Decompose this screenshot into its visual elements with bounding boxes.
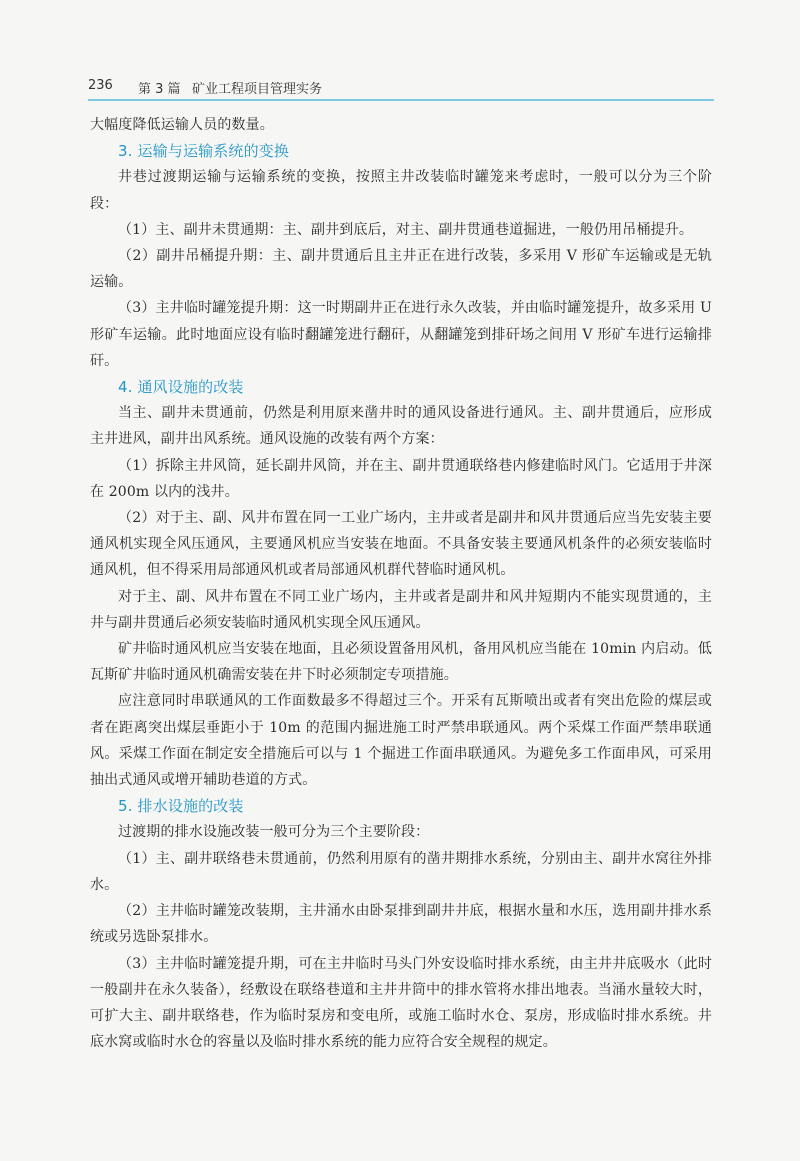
header-rule xyxy=(88,99,714,101)
paragraph-continued: 大幅度降低运输人员的数量。 xyxy=(90,117,274,133)
section-heading-transport: 3. 运输与运输系统的变换 xyxy=(118,142,290,161)
section-heading-drainage: 5. 排水设施的改装 xyxy=(118,797,244,816)
page-number: 236 xyxy=(88,78,113,93)
paragraph: 当主、副井未贯通前，仍然是利用原来凿井时的通风设备进行通风。主、副井贯通后，应形成主井进风，副井出风系统。通风设施的改装有两个方案： xyxy=(90,405,712,448)
paragraph: （2）主井临时罐笼改装期，主井涌水由卧泵排到副井井底，根据水量和水压，选用副井排水系统或另选卧泵排水。 xyxy=(90,903,712,946)
paragraph: 矿井临时通风机应当安装在地面，且必须设置备用风机，备用风机应当能在 10min 内启动。低瓦斯矿井临时通风机确需安装在井下时必须制定专项措施。 xyxy=(90,641,712,684)
paragraph: （3）主井临时罐笼提升期，可在主井临时马头门外安设临时排水系统，由主井井底吸水（此时一般副井在永久装备），经敷设在联络巷道和主井井筒中的排水管将水排出地表。当涌水量较大时，可扩大主、副井联络巷，作为临时泵房和变电所，或施工临时水仓、泵房，形成临时排水系统。井底水窝或临时水仓的容量以及临时排水系统的能力应符合安全规程的规定。 xyxy=(90,955,712,1051)
paragraph: （2）副井吊桶提升期：主、副井贯通后且主井正在进行改装，多采用 V 形矿车运输或是无轨运输。 xyxy=(90,248,712,291)
paragraph: 对于主、副、风井布置在不同工业广场内，主井或者是副井和风井短期内不能实现贯通的，主井与副井贯通后必须安装临时通风机实现全风压通风。 xyxy=(90,588,712,631)
paragraph: 过渡期的排水设施改装一般可分为三个主要阶段： xyxy=(118,824,430,841)
running-header xyxy=(88,74,714,98)
paragraph: （1）主、副井联络巷未贯通前，仍然利用原有的凿井期排水系统，分别由主、副井水窝往外排水。 xyxy=(90,850,712,893)
part-label: 第 3 篇 xyxy=(138,82,181,97)
paragraph: （1）主、副井未贯通期：主、副井到底后，对主、副井贯通巷道掘进，一般仍用吊桶提升。 xyxy=(118,221,694,238)
section-heading-ventilation: 4. 通风设施的改装 xyxy=(118,378,244,397)
paragraph: （3）主井临时罐笼提升期：这一时期副井正在进行永久改装，并由临时罐笼提升，故多采用 U 形矿车运输。此时地面应设有临时翻罐笼进行翻矸，从翻罐笼到排矸场之间用 V 形矿车进行运输排矸。 xyxy=(90,300,712,369)
page-content xyxy=(90,112,712,1055)
paragraph: 应注意同时串联通风的工作面数最多不得超过三个。开采有瓦斯喷出或者有突出危险的煤层或者在距离突出煤层垂距小于 10m 的范围内掘进施工时严禁串联通风。两个采煤工作面严禁串联通风。采煤工作面在制定安全措施后可以与 1 个掘进工作面串联通风。为避免多工作面串风，可采用抽出式通风或增开辅助巷道的方式。 xyxy=(90,693,712,789)
paragraph: 井巷过渡期运输与运输系统的变换，按照主井改装临时罐笼来考虑时，一般可以分为三个阶段： xyxy=(90,169,712,212)
paragraph: （2）对于主、副、风井布置在同一工业广场内，主井或者是副井和风井贯通后应当先安装主要通风机实现全风压通风，主要通风机应当安装在地面。不具备安装主要通风机条件的必须安装临时通风机，但不得采用局部通风机或者局部通风机群代替临时通风机。 xyxy=(90,510,712,579)
book-section-title: 矿业工程项目管理实务 xyxy=(192,82,323,97)
paragraph: （1）拆除主井风筒，延长副井风筒，并在主、副井贯通联络巷内修建临时风门。它适用于井深在 200m 以内的浅井。 xyxy=(90,457,712,500)
